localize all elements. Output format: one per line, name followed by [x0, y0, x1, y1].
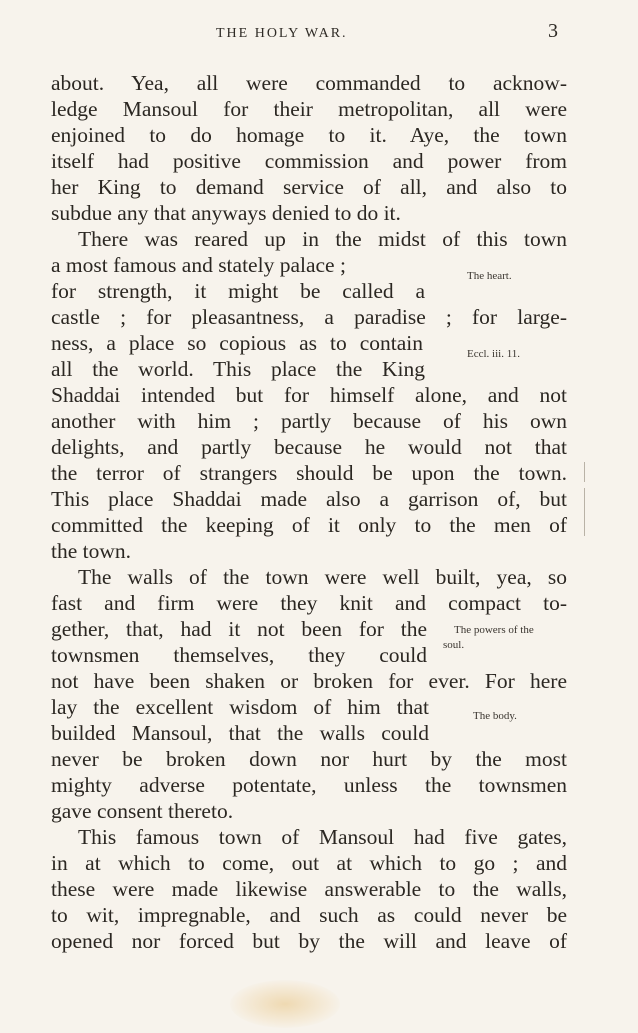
text-line: a most famous and stately palace ; [51, 253, 346, 277]
text-line: itself had positive commission and power from [51, 149, 567, 173]
paper-stain [230, 980, 340, 1028]
marginal-note-body: The body. [473, 710, 517, 722]
edge-mark [584, 462, 585, 482]
text-line: lay the excellent wisdom of him that [51, 695, 429, 719]
text-line: another with him ; partly because of his own [51, 409, 567, 433]
text-line: about. Yea, all were commanded to acknow- [51, 71, 567, 95]
marginal-note-eccl: Eccl. iii. 11. [467, 348, 521, 360]
text-line: ledge Mansoul for their metropolitan, all were [51, 97, 567, 121]
text-line: enjoined to do homage to it. Aye, the town [51, 123, 567, 147]
page-number: 3 [548, 20, 558, 42]
text-line: for strength, it might be called a [51, 279, 425, 303]
text-line: opened nor forced but by the will and leave of [51, 929, 567, 953]
text-line: committed the keeping of it only to the men of [51, 513, 567, 537]
running-head: THE HOLY WAR. [216, 26, 348, 41]
text-line: the terror of strangers should be upon the town. [51, 461, 567, 485]
text-line: This famous town of Mansoul had five gates, [78, 825, 567, 849]
marginal-note-heart: The heart. [467, 270, 512, 282]
text-line: gether, that, had it not been for the [51, 617, 427, 641]
text-line: delights, and partly because he would not that [51, 435, 567, 459]
edge-mark [584, 488, 585, 536]
text-line: all the world. This place the King [51, 357, 425, 381]
text-line: Shaddai intended but for himself alone, and not [51, 383, 567, 407]
marginal-note-soul: soul. [443, 639, 465, 651]
text-line: There was reared up in the midst of this town [78, 227, 567, 251]
text-line: the town. [51, 539, 132, 563]
text-line: The walls of the town were well built, yea, so [78, 565, 567, 589]
text-line: This place Shaddai made also a garrison of, but [51, 487, 567, 511]
text-line: ness, a place so copious as to contain [51, 331, 423, 355]
text-line: fast and firm were they knit and compact to- [51, 591, 567, 615]
text-line: gave consent thereto. [51, 799, 234, 823]
text-line: mighty adverse potentate, unless the townsmen [51, 773, 567, 797]
text-line: townsmen themselves, they could [51, 643, 427, 667]
text-line: not have been shaken or broken for ever. For here [51, 669, 567, 693]
text-line: her King to demand service of all, and also to [51, 175, 567, 199]
text-line: to wit, impregnable, and such as could never be [51, 903, 567, 927]
text-line: never be broken down nor hurt by the most [51, 747, 567, 771]
text-line: builded Mansoul, that the walls could [51, 721, 429, 745]
text-line: subdue any that anyways denied to do it. [51, 201, 401, 225]
text-line: these were made likewise answerable to the walls, [51, 877, 567, 901]
text-line: in at which to come, out at which to go ; and [51, 851, 567, 875]
marginal-note-powers: The powers of the [454, 624, 534, 636]
text-line: castle ; for pleasantness, a paradise ; for large- [51, 305, 567, 329]
